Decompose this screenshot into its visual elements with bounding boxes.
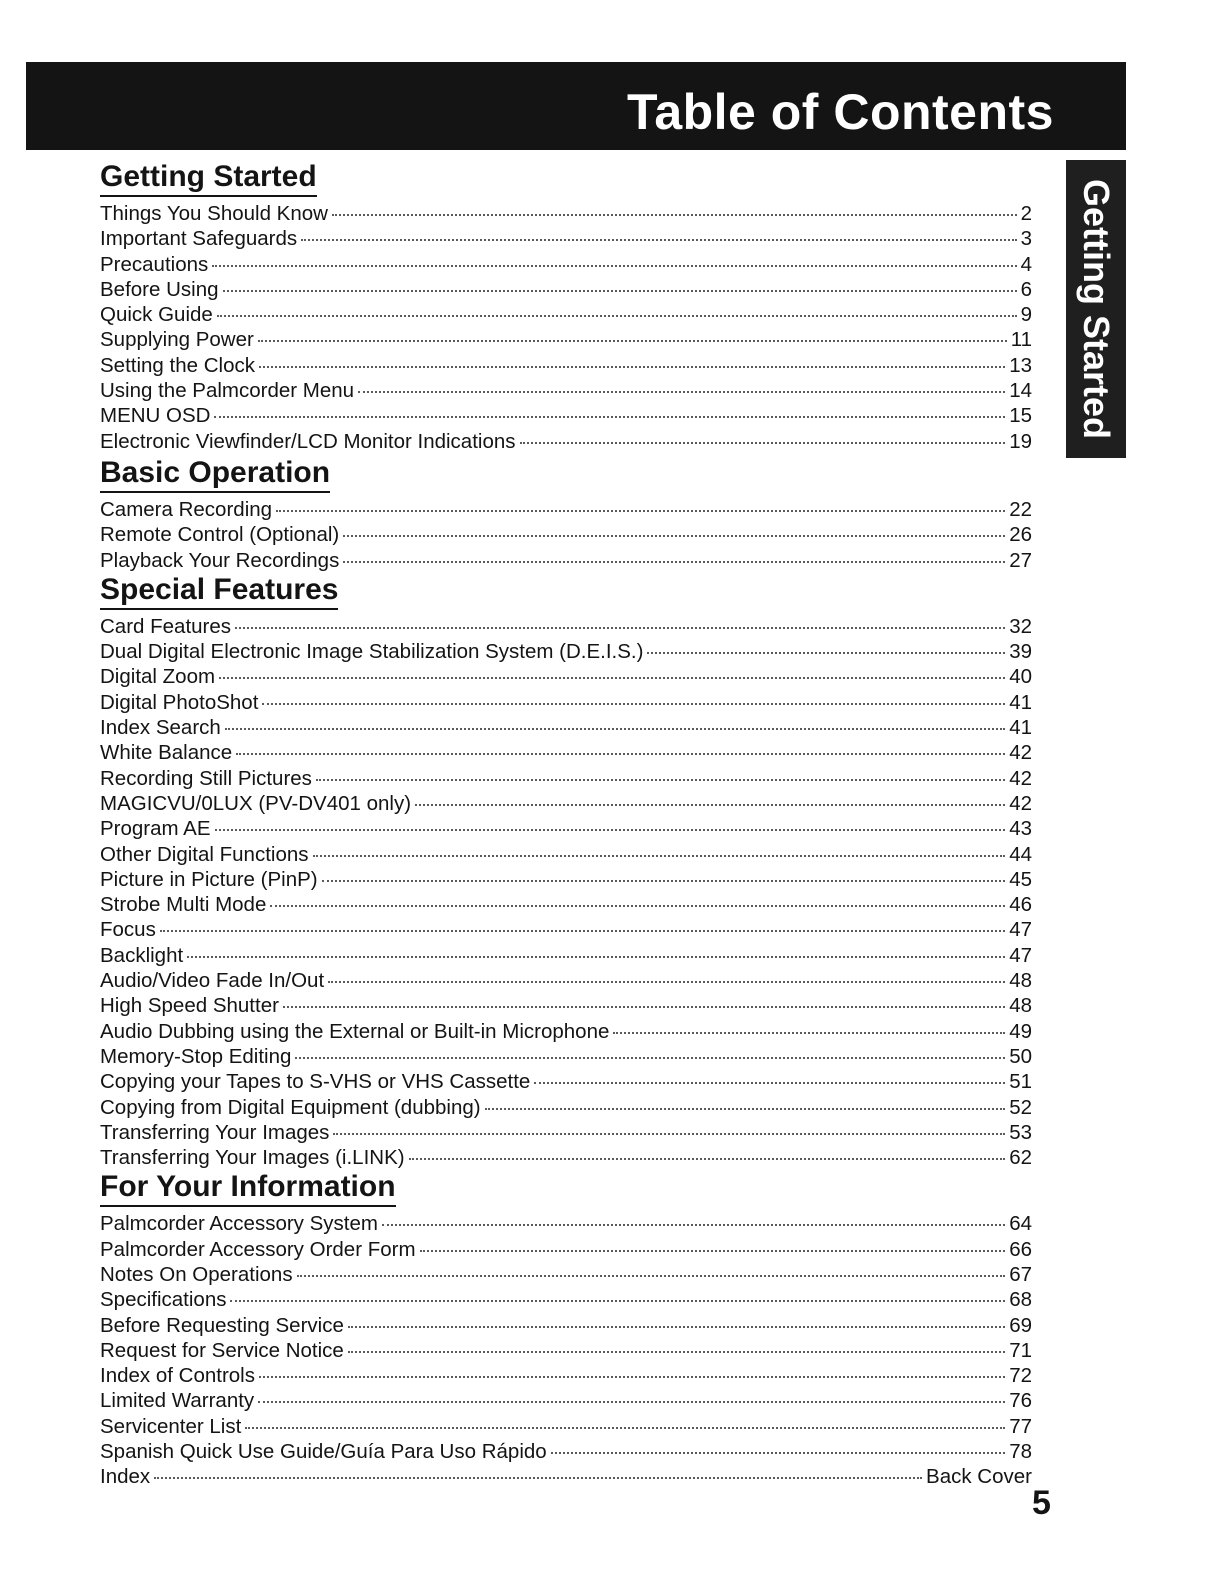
toc-entry [100,1313,1032,1338]
toc-entry [100,403,1032,428]
toc-entry-title: Spanish Quick Use Guide/Guía Para Uso Rápido [100,1440,547,1464]
toc-entry [100,1120,1032,1145]
toc-entry-page: 47 [1009,943,1032,967]
toc-entry-title: MENU OSD [100,404,211,428]
toc-entry [100,497,1032,522]
toc-entry [100,201,1032,226]
toc-entry [100,1464,1032,1489]
toc-entry-title: Transferring Your Images [100,1120,330,1144]
toc-entry-title: Supplying Power [100,328,254,352]
toc-entry-page: 78 [1009,1440,1032,1464]
toc-entry-title: Program AE [100,817,211,841]
page-title: Table of Contents [626,84,1054,140]
toc-entry-title: Electronic Viewfinder/LCD Monitor Indications [100,429,516,453]
dot-leader [343,561,1005,563]
toc-entry-title: Setting the Clock [100,353,255,377]
dot-leader [348,1351,1005,1353]
toc-entry-page: 14 [1009,379,1032,403]
toc-entry [100,1388,1032,1413]
section-heading: Getting Started [100,160,317,197]
toc-entry-title: High Speed Shutter [100,994,279,1018]
toc-entry-title: Focus [100,918,156,942]
dot-leader [219,677,1005,679]
dot-leader [212,265,1016,267]
dot-leader [270,905,1005,907]
dot-leader [283,1006,1005,1008]
dot-leader [348,1326,1005,1328]
toc-entry-title: Index Search [100,716,221,740]
toc-entry-title: Audio Dubbing using the External or Built-in Microphone [100,1019,610,1043]
toc-entry-page: 47 [1009,918,1032,942]
toc-entry [100,1145,1032,1170]
toc-entry-title: Digital Zoom [100,665,216,689]
dot-leader [313,855,1006,857]
dot-leader [358,391,1005,393]
dot-leader [235,627,1005,629]
toc-entry-page: 67 [1009,1262,1032,1286]
toc-entry [100,522,1032,547]
toc-entry-title: Camera Recording [100,497,273,521]
toc-entry-page: 50 [1009,1044,1032,1068]
dot-leader [245,1427,1005,1429]
toc-entry [100,277,1032,302]
toc-entry-title: Palmcorder Accessory System [100,1212,378,1236]
toc-entry [100,429,1032,454]
dot-leader [382,1224,1005,1226]
toc-entry-title: Copying your Tapes to S-VHS or VHS Cassette [100,1070,531,1094]
toc-entry-page: 6 [1020,277,1032,301]
toc-entry [100,993,1032,1018]
section-heading: Special Features [100,573,338,610]
dot-leader [332,214,1017,216]
toc-entry-title: Audio/Video Fade In/Out [100,969,325,993]
header-bar [26,62,1126,150]
toc-section [100,1170,1032,1489]
dot-leader [333,1133,1005,1135]
dot-leader [214,416,1005,418]
dot-leader [297,1275,1006,1277]
toc-entry-page: 76 [1009,1389,1032,1413]
dot-leader [534,1082,1005,1084]
toc-entry-title: Card Features [100,614,232,638]
toc-entry [100,867,1032,892]
toc-entry-page: 44 [1009,842,1032,866]
toc-entry-title: Notes On Operations [100,1262,293,1286]
toc-entry [100,1019,1032,1044]
toc-entry [100,690,1032,715]
dot-leader [223,290,1017,292]
toc-entry-page: 9 [1020,303,1032,327]
toc-entry-title: Other Digital Functions [100,842,309,866]
toc-entry-title: Copying from Digital Equipment (dubbing) [100,1095,481,1119]
toc-entry [100,1095,1032,1120]
toc-entry-title: Important Safeguards [100,227,298,251]
toc-section [100,160,1032,454]
toc-entry-title: Memory-Stop Editing [100,1044,292,1068]
dot-leader [613,1032,1005,1034]
dot-leader [409,1158,1006,1160]
toc-entry [100,1363,1032,1388]
dot-leader [520,442,1006,444]
dot-leader [258,340,1007,342]
toc-entry [100,378,1032,403]
toc-entry [100,791,1032,816]
toc-entry-page: 45 [1009,867,1032,891]
dot-leader [301,239,1016,241]
toc-entry-title: Precautions [100,252,209,276]
toc-entry-title: Limited Warranty [100,1389,255,1413]
dot-leader [485,1108,1006,1110]
dot-leader [322,880,1006,882]
dot-leader [276,510,1005,512]
toc-entry-page: 62 [1009,1146,1032,1170]
toc-entry-page: 19 [1009,429,1032,453]
toc-entry [100,968,1032,993]
section-heading: For Your Information [100,1170,396,1207]
dot-leader [258,1401,1005,1403]
dot-leader [259,366,1005,368]
dot-leader [225,728,1005,730]
dot-leader [316,779,1005,781]
toc-entry [100,548,1032,573]
dot-leader [415,804,1005,806]
toc-entry-title: Remote Control (Optional) [100,523,340,547]
toc-entry [100,226,1032,251]
dot-leader [215,829,1006,831]
dot-leader [230,1300,1005,1302]
toc-entry [100,740,1032,765]
toc-entry [100,1069,1032,1094]
toc-entry [100,639,1032,664]
toc-entry-page: 46 [1009,893,1032,917]
toc-entry-title: Picture in Picture (PinP) [100,867,318,891]
toc-entry-title: Request for Service Notice [100,1338,344,1362]
toc-entry [100,1211,1032,1236]
toc-entry [100,1287,1032,1312]
dot-leader [343,535,1005,537]
toc-entry-title: Before Using [100,277,219,301]
toc-entry-page: 27 [1009,548,1032,572]
toc-entry-page: 71 [1009,1338,1032,1362]
toc-entry-title: Digital PhotoShot [100,690,259,714]
toc-entry-page: 48 [1009,994,1032,1018]
toc-entry-title: Palmcorder Accessory Order Form [100,1237,416,1261]
toc-entry-page: 40 [1009,665,1032,689]
dot-leader [420,1250,1006,1252]
toc-entry-title: MAGICVU/0LUX (PV-DV401 only) [100,791,412,815]
toc-entry-title: Transferring Your Images (i.LINK) [100,1146,405,1170]
toc-entry-page: 66 [1009,1237,1032,1261]
toc-entry [100,1414,1032,1439]
toc-entry [100,327,1032,352]
toc-entry [100,1338,1032,1363]
toc-entry-page: 41 [1009,690,1032,714]
dot-leader [328,981,1005,983]
toc-entry-page: 41 [1009,716,1032,740]
toc-entry [100,614,1032,639]
toc-entry [100,664,1032,689]
table-of-contents [100,160,1032,1490]
toc-entry-page: 11 [1010,328,1032,352]
toc-entry-page: 64 [1009,1212,1032,1236]
toc-entry [100,1262,1032,1287]
toc-entry-title: Strobe Multi Mode [100,893,267,917]
section-heading: Basic Operation [100,456,330,493]
dot-leader [187,956,1005,958]
toc-entry-page: 39 [1009,640,1032,664]
toc-entry-page: 42 [1009,741,1032,765]
toc-entry [100,302,1032,327]
toc-entry-page: 22 [1009,497,1032,521]
toc-entry-page: Back Cover [926,1465,1032,1489]
toc-entry [100,1237,1032,1262]
toc-entry-title: Index [100,1465,151,1489]
toc-entry-title: Before Requesting Service [100,1313,344,1337]
toc-entry-page: 68 [1009,1288,1032,1312]
toc-entry-title: Using the Palmcorder Menu [100,379,355,403]
dot-leader [551,1452,1006,1454]
dot-leader [236,753,1005,755]
toc-entry-title: Index of Controls [100,1364,255,1388]
section-tab-getting-started [1066,160,1126,458]
toc-entry-page: 42 [1009,791,1032,815]
toc-entry-page: 26 [1009,523,1032,547]
toc-entry-page: 53 [1009,1120,1032,1144]
toc-entry [100,1044,1032,1069]
dot-leader [217,315,1017,317]
dot-leader [647,652,1005,654]
toc-entry [100,252,1032,277]
toc-section [100,573,1032,1171]
toc-entry [100,715,1032,740]
toc-entry-page: 77 [1009,1414,1032,1438]
toc-entry [100,842,1032,867]
section-tab-label: Getting Started [1076,178,1117,440]
toc-section [100,456,1032,573]
dot-leader [160,930,1005,932]
toc-entry-page: 13 [1009,353,1032,377]
toc-entry-title: Dual Digital Electronic Image Stabilization System (D.E.I.S.) [100,640,644,664]
toc-entry [100,917,1032,942]
toc-entry [100,353,1032,378]
toc-entry [100,892,1032,917]
toc-entry-page: 32 [1009,614,1032,638]
dot-leader [154,1477,922,1479]
toc-entry-title: Servicenter List [100,1414,242,1438]
toc-entry-page: 4 [1020,252,1032,276]
toc-entry-page: 49 [1009,1019,1032,1043]
toc-entry-page: 69 [1009,1313,1032,1337]
toc-entry [100,1439,1032,1464]
toc-entry [100,943,1032,968]
toc-entry-page: 3 [1020,227,1032,251]
toc-entry-title: Backlight [100,943,184,967]
toc-entry-page: 72 [1009,1364,1032,1388]
toc-entry-title: Playback Your Recordings [100,548,340,572]
toc-entry-page: 15 [1009,404,1032,428]
toc-entry-title: Specifications [100,1288,227,1312]
toc-entry-title: Recording Still Pictures [100,766,312,790]
toc-entry-page: 2 [1020,202,1032,225]
toc-entry-page: 52 [1009,1095,1032,1119]
toc-entry-title: Things You Should Know [100,202,328,225]
toc-entry-title: White Balance [100,741,233,765]
toc-entry [100,816,1032,841]
toc-entry-page: 43 [1009,817,1032,841]
toc-entry [100,766,1032,791]
toc-entry-page: 51 [1009,1070,1032,1094]
dot-leader [295,1057,1005,1059]
dot-leader [262,703,1005,705]
toc-entry-page: 48 [1009,969,1032,993]
dot-leader [259,1376,1005,1378]
page-number: 5 [1032,1484,1051,1522]
toc-entry-page: 42 [1009,766,1032,790]
toc-entry-title: Quick Guide [100,303,213,327]
